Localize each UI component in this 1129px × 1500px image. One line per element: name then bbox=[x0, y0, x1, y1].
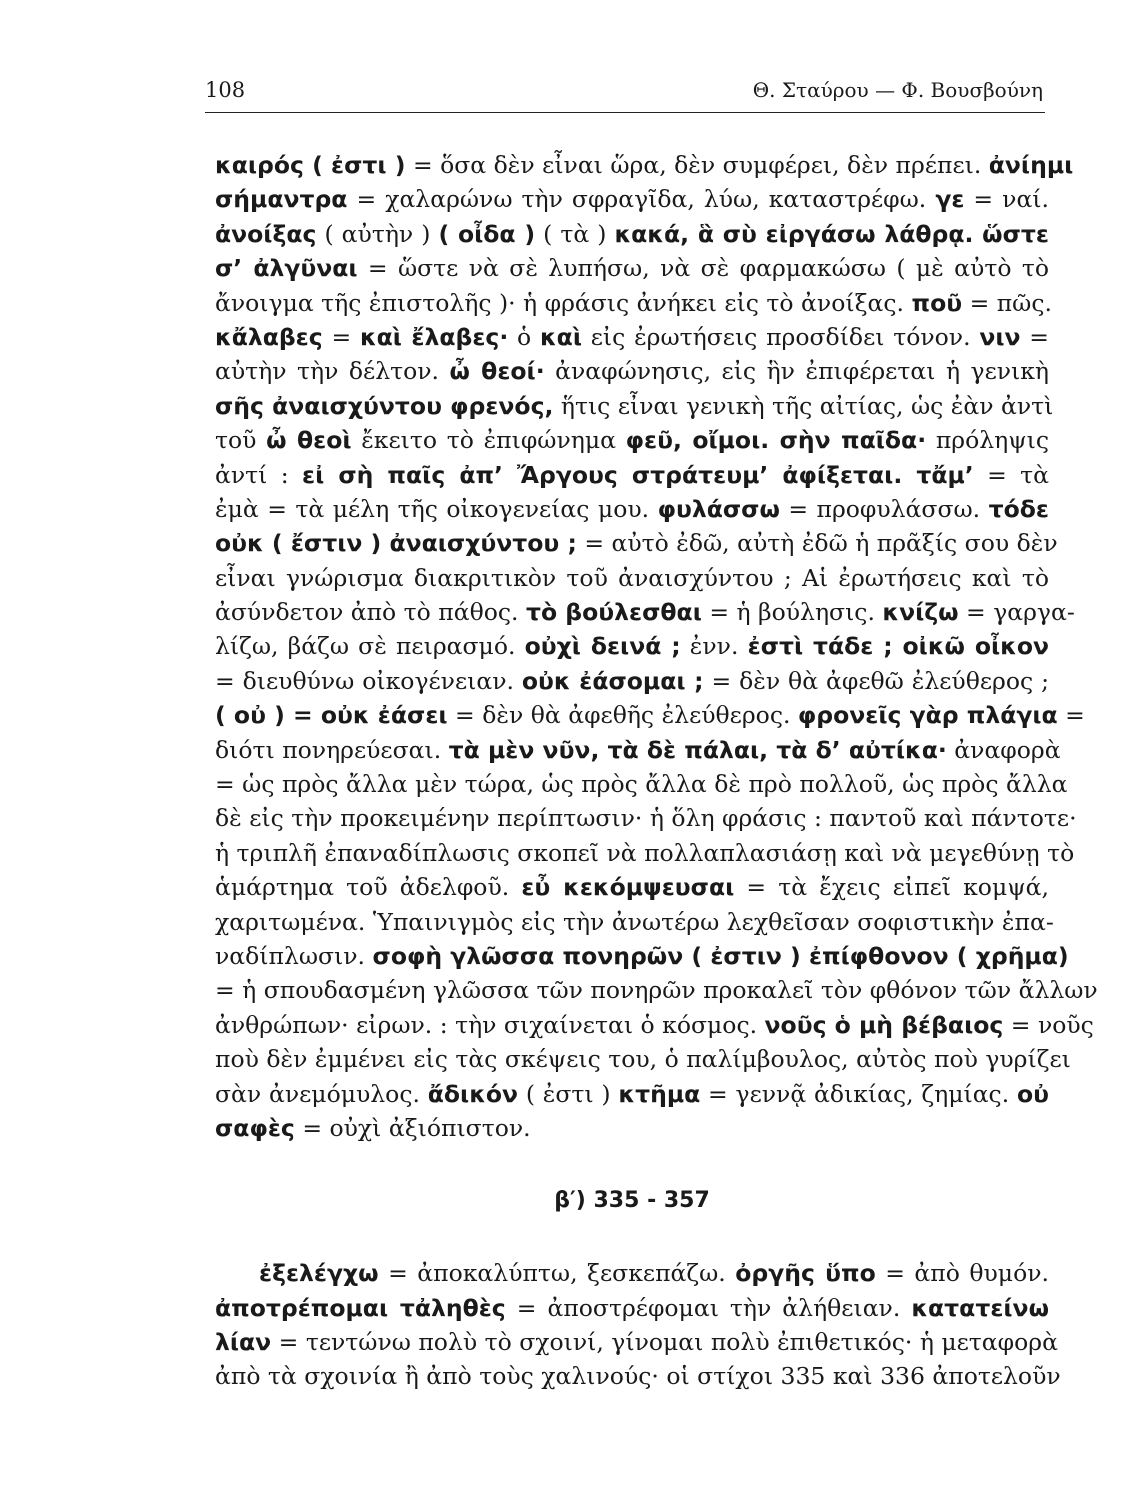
gloss-text: = bbox=[322, 322, 360, 351]
gloss-text: = οὐχὶ ἀξιόπιστον. bbox=[294, 1113, 531, 1142]
lemma-text: σαφὲς bbox=[215, 1113, 295, 1142]
text-line bbox=[215, 217, 1049, 251]
lemma-text: κατατείνω bbox=[911, 1293, 1049, 1322]
gloss-text: ὁ bbox=[508, 322, 540, 351]
gloss-text: ἡ τριπλῆ ἐπαναδίπλωσις σκοπεῖ νὰ πολλαπλασιάσῃ καὶ νὰ μεγεθύνῃ τὸ bbox=[215, 838, 1075, 867]
gloss-text: = ὅσα δὲν εἶναι ὥρα, δὲν συμφέρει, δὲν πρέπει. bbox=[405, 151, 989, 179]
lemma-text: λίαν bbox=[215, 1327, 272, 1356]
gloss-text: = ἡ σπουδασμένη γλῶσσα τῶν πονηρῶν προκαλεῖ τὸν φθόνον τῶν ἄλλων bbox=[215, 976, 1098, 1005]
gloss-text: = bbox=[1020, 322, 1049, 351]
lemma-text: οὐκ ( ἔστιν ) ἀναισχύντου ; bbox=[215, 529, 577, 558]
gloss-text: = ὥστε νὰ σὲ λυπήσω, νὰ σὲ φαρμακώσω ( μὲ αὐτὸ τὸ bbox=[357, 254, 1049, 283]
gloss-text: ἀναφώνησις, εἰς ἣν ἐπιφέρεται ἡ γενικὴ bbox=[544, 357, 1050, 386]
gloss-text: ( αὐτὴν ) bbox=[316, 219, 439, 248]
lemma-text: κνίζω bbox=[882, 598, 959, 627]
gloss-text: = χαλαρώνω τὴν σφραγῖδα, λύω, καταστρέφω. bbox=[347, 185, 936, 214]
lemma-text: οὐχὶ δεινά ; bbox=[524, 632, 681, 661]
gloss-text: = ναί. bbox=[964, 185, 1049, 214]
lemma-text: ποῦ bbox=[911, 288, 963, 317]
gloss-text: ( ἐστι ) bbox=[518, 1079, 619, 1108]
text-line bbox=[215, 801, 1077, 835]
lemma-text: ἀνοίξας bbox=[215, 219, 317, 248]
gloss-text: = νοῦς bbox=[1003, 1010, 1094, 1039]
lemma-text: φυλάσσω bbox=[657, 494, 780, 523]
text-line bbox=[215, 1256, 1049, 1290]
lemma-text: ( οἶδα ) bbox=[438, 219, 536, 248]
gloss-text: ἔκειτο τὸ ἐπιφώνημα bbox=[351, 426, 626, 455]
text-line bbox=[215, 423, 1049, 457]
gloss-text: χαριτωμένα. Ὑπαινιγμὸς εἰς τὴν ἀνωτέρω λεχθεῖσαν σοφιστικὴν ἐπα- bbox=[215, 907, 1054, 936]
text-line bbox=[215, 1008, 1094, 1042]
lemma-text: ἀποτρέπομαι τἀληθὲς bbox=[215, 1293, 506, 1322]
gloss-text: ἀνθρώπων· εἰρων. : τὴν σιχαίνεται ὁ κόσμος. bbox=[215, 1010, 765, 1039]
text-line bbox=[215, 595, 1075, 629]
lemma-text: σήμαντρα bbox=[215, 185, 348, 214]
lemma-text: σ’ ἀλγῦναι bbox=[215, 254, 358, 283]
lemma-text: κακά, ἃ σὺ εἰργάσω λάθρᾳ. ὥστε bbox=[614, 219, 1049, 248]
lemma-text: σῆς ἀναισχύντου φρενός, bbox=[215, 391, 554, 420]
gloss-text: = ἀποκαλύπτω, ξεσκεπάζω. bbox=[378, 1259, 736, 1288]
lemma-text: φρονεῖς γὰρ πλάγια bbox=[797, 701, 1058, 730]
gloss-text: πρόληψις bbox=[926, 426, 1050, 455]
text-line bbox=[215, 286, 1052, 320]
lemma-text: κτῆμα bbox=[618, 1079, 701, 1108]
text-line bbox=[215, 664, 1049, 698]
running-head: Θ. Σταύρου — Φ. Βουσβούνη bbox=[752, 78, 1043, 102]
text-line bbox=[215, 629, 1049, 663]
commentary-block-b bbox=[215, 1256, 1061, 1394]
lemma-text: ἀνίημι bbox=[988, 151, 1074, 179]
lemma-text: ὦ θεοὶ bbox=[266, 426, 352, 455]
lemma-text: ἄδικόν bbox=[427, 1079, 519, 1108]
text-line bbox=[215, 836, 1075, 870]
gloss-text: = ἡ βούλησις. bbox=[701, 598, 883, 627]
gloss-text: = τὰ bbox=[973, 460, 1049, 489]
gloss-text: ἀντί : bbox=[215, 460, 303, 489]
lemma-text: οὐκ ἐάσομαι ; bbox=[521, 666, 704, 695]
gloss-text: = αὐτὸ ἐδῶ, αὐτὴ ἐδῶ ἡ πρᾶξίς σου δὲν bbox=[576, 529, 1058, 558]
lemma-text: καιρός ( ἐστι ) bbox=[215, 151, 406, 179]
gloss-text: ἄνοιγμα τῆς ἐπιστολῆς )· ἡ φράσις ἀνήκει εἰς τὸ ἀνοίξας. bbox=[215, 288, 912, 317]
gloss-text: ποὺ δὲν ἐμμένει εἰς τὰς σκέψεις του, ὁ παλίμβουλος, αὐτὸς ποὺ γυρίζει bbox=[215, 1045, 1071, 1074]
text-line bbox=[215, 148, 1074, 182]
lemma-text: τὸ βούλεσθαι bbox=[525, 598, 702, 627]
lemma-text: καὶ ἔλαβες· bbox=[359, 322, 509, 351]
body-text bbox=[215, 148, 1098, 1394]
page-header bbox=[205, 78, 1045, 113]
gloss-text: διότι πονηρεύεσαι. bbox=[215, 735, 449, 764]
lemma-text: εὖ κεκόμψευσαι bbox=[521, 873, 735, 902]
gloss-text: ἀσύνδετον ἀπὸ τὸ πάθος. bbox=[215, 598, 526, 627]
text-line bbox=[215, 251, 1049, 285]
text-line bbox=[215, 973, 1098, 1007]
lemma-text: γε bbox=[935, 185, 965, 214]
text-line bbox=[215, 1291, 1049, 1325]
text-line bbox=[215, 939, 1069, 973]
lemma-text: ὦ θεοί· bbox=[449, 357, 545, 386]
gloss-text: ( τὰ ) bbox=[535, 219, 615, 248]
gloss-text: = τὰ ἔχεις εἰπεῖ κομψά, bbox=[734, 873, 1049, 902]
lemma-text: τὰ μὲν νῦν, τὰ δὲ πάλαι, τὰ δ’ αὐτίκα· bbox=[448, 735, 947, 764]
lemma-text: τόδε bbox=[988, 494, 1049, 523]
text-line bbox=[215, 1042, 1071, 1076]
text-line bbox=[215, 733, 1061, 767]
lemma-text: ἐστὶ τάδε ; οἰκῶ οἶκον bbox=[747, 632, 1049, 661]
lemma-text: νοῦς ὁ μὴ βέβαιος bbox=[764, 1010, 1004, 1039]
gloss-text: = ἀπὸ θυμόν. bbox=[875, 1259, 1049, 1288]
gloss-text: = ὡς πρὸς ἄλλα μὲν τώρα, ὡς πρὸς ἄλλα δὲ πρὸ πολλοῦ, ὡς πρὸς ἄλλα bbox=[215, 770, 1068, 799]
gloss-text: δὲ εἰς τὴν προκειμένην περίπτωσιν· ἡ ὅλη φράσις : παντοῦ καὶ πάντοτε· bbox=[215, 804, 1077, 833]
gloss-text: ἀναφορὰ bbox=[946, 735, 1061, 764]
lemma-text: ὀργῆς ὕπο bbox=[735, 1259, 876, 1288]
lemma-text: εἰ σὴ παῖς ἀπ’ Ἄργους στράτευμ’ ἀφίξεται. τἄμ’ bbox=[302, 460, 974, 489]
gloss-text: ἥτις εἶναι γενικὴ τῆς αἰτίας, ὡς ἐὰν ἀντὶ bbox=[553, 391, 1054, 420]
page-number: 108 bbox=[205, 78, 246, 102]
text-line bbox=[215, 870, 1049, 904]
gloss-text: = δὲν θὰ ἀφεθῆς ἐλεύθερος. bbox=[447, 701, 798, 730]
lemma-text: καὶ bbox=[539, 322, 582, 351]
lemma-text: οὐ bbox=[1016, 1079, 1049, 1108]
gloss-text: = δὲν θὰ ἀφεθῶ ἐλεύθερος ; bbox=[703, 666, 1049, 695]
gloss-text: = διευθύνω οἰκογένειαν. bbox=[215, 666, 522, 695]
text-line bbox=[215, 1111, 1049, 1145]
lemma-text: ( οὐ ) = οὐκ ἐάσει bbox=[215, 701, 448, 730]
text-line bbox=[215, 182, 1049, 216]
text-line bbox=[215, 561, 1049, 595]
gloss-text: ἐνν. bbox=[680, 632, 748, 661]
gloss-text: = τεντώνω πολὺ τὸ σχοινί, γίνομαι πολὺ ἐπιθετικός· ἡ μεταφορὰ bbox=[271, 1327, 1058, 1356]
gloss-text: εἰς ἐρωτήσεις προσδίδει τόνον. bbox=[581, 322, 980, 351]
text-line bbox=[215, 1359, 1061, 1393]
gloss-text: ναδίπλωσιν. bbox=[215, 941, 373, 970]
text-line bbox=[215, 905, 1054, 939]
lemma-text: ἐξελέγχω bbox=[259, 1259, 379, 1288]
lemma-text: κἄλαβες bbox=[215, 322, 323, 351]
text-line bbox=[215, 1325, 1058, 1359]
gloss-text: = ἀποστρέφομαι τὴν ἀλήθειαν. bbox=[505, 1293, 912, 1322]
gloss-text: = γαργα- bbox=[958, 598, 1075, 627]
gloss-text: αὐτὴν τὴν δέλτον. bbox=[215, 357, 450, 386]
text-line bbox=[215, 767, 1068, 801]
lemma-text: σοφὴ γλῶσσα πονηρῶν ( ἐστιν ) ἐπίφθονον ( χρῆμα) bbox=[372, 941, 1069, 970]
gloss-text: ἐμὰ = τὰ μέλη τῆς οἰκογενείας μου. bbox=[215, 494, 658, 523]
section-heading: β′) 335 - 357 bbox=[554, 1188, 710, 1214]
gloss-text: λίζω, βάζω σὲ πειρασμό. bbox=[215, 632, 525, 661]
gloss-text: = bbox=[1057, 701, 1085, 730]
gloss-text: = πῶς. bbox=[962, 288, 1052, 317]
gloss-text: ἁμάρτημα τοῦ ἀδελφοῦ. bbox=[215, 873, 522, 902]
text-line bbox=[215, 458, 1049, 492]
text-line bbox=[215, 1077, 1049, 1111]
gloss-text: ἀπὸ τὰ σχοινία ἢ ἀπὸ τοὺς χαλινούς· οἱ στίχοι 335 καὶ 336 ἀποτελοῦν bbox=[215, 1362, 1061, 1391]
gloss-text: τοῦ bbox=[215, 426, 267, 455]
lemma-text: νιν bbox=[979, 322, 1021, 351]
text-line bbox=[215, 492, 1049, 526]
gloss-text: εἶναι γνώρισμα διακριτικὸν τοῦ ἀναισχύντου ; Αἱ ἐρωτήσεις καὶ τὸ bbox=[215, 563, 1049, 592]
lemma-text: φεῦ, οἴμοι. σὴν παῖδα· bbox=[625, 426, 927, 455]
text-line bbox=[215, 354, 1049, 388]
text-line bbox=[215, 389, 1054, 423]
gloss-text: = προφυλάσσω. bbox=[779, 494, 989, 523]
gloss-text: = γεννᾷ ἀδικίας, ζημίας. bbox=[700, 1079, 1017, 1108]
text-line bbox=[215, 320, 1049, 354]
gloss-text: σὰν ἀνεμόμυλος. bbox=[215, 1079, 428, 1108]
text-line bbox=[215, 526, 1058, 560]
text-line bbox=[215, 698, 1085, 732]
commentary-block-a bbox=[215, 148, 1098, 1145]
